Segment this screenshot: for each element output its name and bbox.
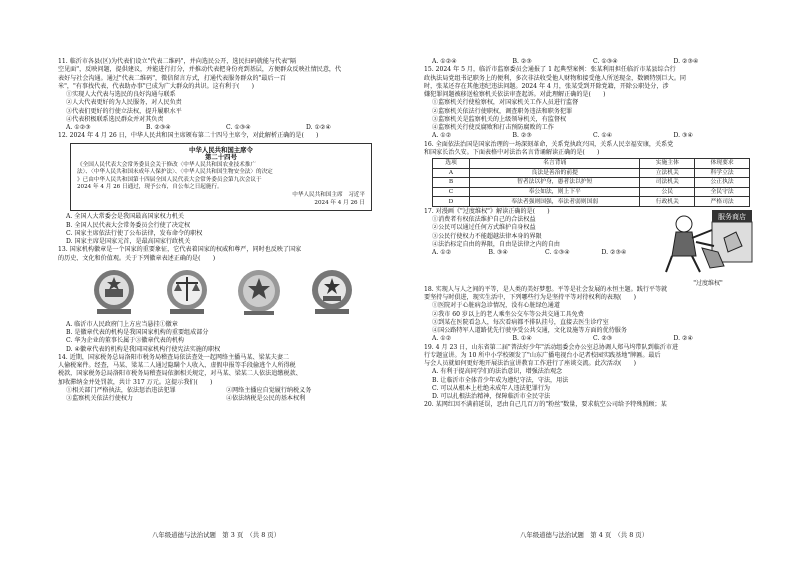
q14-item-1: ①相关部门严格执法，依法惩治违法犯罪 (66, 386, 176, 394)
q13-stem-2: 的历史、文化和价值观。关于下列徽章表述正确的是( ) (58, 254, 216, 262)
q11-option-c[interactable]: C. ①③④ (226, 124, 251, 131)
q17-option-b[interactable]: B. ③④ (488, 249, 508, 257)
decree-sign: 中华人民共和国主席 习近平 (292, 192, 365, 199)
table-row[interactable] (433, 168, 750, 178)
q13-option-c[interactable]: C. 华为企业的董事长属于③徽章代表的机构 (66, 337, 185, 345)
q13-option-a[interactable]: A. 临沂市人民政府门上方应当悬挂①徽章 (66, 320, 178, 328)
table-cell: C (433, 187, 470, 197)
q12-option-c[interactable]: C. 国家主席依法行使了公布法律，发布命令的职权 (66, 229, 203, 237)
q17-item-2: ②公民可以通过任何方式维护自身权益 (432, 224, 536, 232)
q17-option-d[interactable]: D. ②③④ (601, 249, 627, 257)
table-cell: 智者法以护身，愚者法以护短 (470, 178, 640, 188)
question-18 (424, 286, 754, 344)
national-emblem-icon (83, 265, 145, 319)
question-16 (424, 141, 754, 207)
question-12 (58, 132, 386, 246)
left-page (58, 58, 386, 403)
q19-stem-3: 与会人员就如何更好地开展法治宣讲教育工作进行了座谈交流。此次活动( ) (424, 360, 636, 368)
q13-stem-1: 13. 国家机构徽章是一个国家的重要象征，它代表着国家的权威和尊严，同时也反映了国家 (58, 246, 302, 254)
q12-option-a[interactable]: A. 全国人大常委会是我国最高国家权力机关 (66, 213, 184, 221)
q14-stem-4: 加收滞纳金并处罚款，共计 317 万元。这提示我们( ) (58, 378, 213, 386)
q15-item-1: ①监察机关行使检察权，对国家机关工作人员进行监督 (432, 99, 579, 107)
question-11 (58, 58, 386, 132)
question-17 (424, 208, 754, 286)
q11-item-3: ③代表们更好的行使立法权，提升履职水平 (66, 107, 182, 115)
table-cell: 公民 (640, 187, 695, 197)
q14-stem-3: 税款，国家税务总局洛阳市税务局稽查局依据相关规定，对马某、梁某二人依法追缴税款、 (58, 370, 302, 378)
cartoon-drawing-icon (662, 208, 754, 278)
q17-option-a[interactable]: A. ①② (432, 249, 452, 257)
table-row[interactable] (433, 197, 750, 207)
q12-stem: 12. 2024 年 4 月 26 日，中华人民共和国主席颁布第二十四号主席令，对此解析正确的是( ) (58, 132, 319, 140)
q11-item-2: ②人大代表更好的为人民服务，对人民负责 (66, 99, 182, 107)
q11-stem-2: 空见面"，反映问题，提供建议，并能进行打分，并推动代表把身份亮到基层，方便群众反映社情民意，代 (58, 66, 342, 74)
q14-option-b[interactable]: B. ②③ (512, 58, 532, 65)
table-cell: 科学立法 (695, 168, 750, 178)
table-cell: 立法机关 (640, 168, 695, 178)
table-row[interactable] (433, 187, 750, 197)
q14-options (424, 58, 754, 66)
q15-item-2: ②监察机关依法行使职权，调查职务违法和职务犯罪 (432, 107, 573, 115)
q19-option-c[interactable]: C. 可以从根本上杜绝未成年人违法犯罪行为 (432, 384, 551, 392)
q11-option-d[interactable]: D. ①②④ (306, 124, 331, 131)
table-cell: 奉法者强则国强，奉法者弱则国弱 (470, 197, 640, 207)
table-cell: D (433, 197, 470, 207)
q18-option-a[interactable]: A. ①② (432, 335, 452, 343)
q18-stem-2: 要坚持与时俱进，现实生活中，下列哪些行为是坚持平等对待权利的表现( ) (424, 294, 636, 302)
police-emblem-icon (301, 265, 363, 319)
q15-option-d[interactable]: D. ③④ (673, 132, 693, 140)
q17-item-1: ①消费者有权依法维护自己的合法权益 (432, 216, 536, 224)
q14-item-3: ③监察机关依法行使权力 (66, 395, 134, 402)
q14-items-row-1 (58, 387, 386, 395)
decree-line-2: 法〉、〈中华人民共和国未成年人保护法〉、〈中华人民共和国生物安全法〉的决定 (77, 169, 273, 176)
q18-option-d[interactable]: D. ②④ (673, 335, 693, 343)
q17-options (424, 249, 658, 257)
table-header-cell: 实施主体 (640, 159, 695, 169)
table-header-cell: 体现要求 (695, 159, 750, 169)
table-cell: A (433, 168, 470, 178)
q19-option-b[interactable]: B. 让临沂市全体青少年成为遵纪守法，守法，用法 (432, 376, 569, 384)
decree-line-3: 》已由中华人民共和国第十四届全国人民代表大会常务委员会第九次会议于 (77, 176, 262, 183)
table-cell: 行政机关 (640, 197, 695, 207)
decree-line-1: 《全国人民代表大会常务委员会关于修改〈中华人民共和国农业技术推广 (77, 161, 257, 168)
q12-option-b[interactable]: B. 全国人民代表大会常务委员会行使了决定权 (66, 221, 191, 229)
table-header-cell: 名言背诵 (470, 159, 640, 169)
decree-line-4: 2024 年 4 月 26 日通过，现予公布，自公布之日起施行。 (77, 184, 223, 191)
q17-text (424, 208, 658, 286)
q18-option-c[interactable]: C. ②③ (593, 335, 613, 343)
q15-option-b[interactable]: B. ②③ (512, 132, 532, 140)
q14-option-c[interactable]: C. ①③④ (593, 58, 618, 65)
q17-stem: 17. 对漫画《"过度维权"》解读正确的是( ) (424, 207, 550, 215)
right-page (424, 58, 754, 410)
q17-item-3: ③公民行使权力不能超越法律本身的界限 (432, 232, 542, 240)
q11-item-1: ①实现人大代表与选民的良好沟通与联系 (66, 91, 176, 98)
table-header-cell: 选项 (433, 159, 470, 169)
cartoon-caption: "过度维权" (693, 279, 723, 287)
q15-stem-4: 嫌犯罪问题被移送检察机关依法审查起诉。对此理解正确的是( ) (424, 91, 606, 98)
overprotection-cartoon (662, 208, 754, 286)
q14-items-row-2 (58, 395, 386, 403)
question-20 (424, 401, 754, 409)
footer-page-4: 八年级道德与法治试题 第 4 页 （共 8 页） (520, 531, 649, 539)
q17-option-c[interactable]: C. ①③④ (545, 249, 570, 257)
q18-item-4: ④国公路特军人道路优先行驶享受公共交通，文化设施等方面的优待服务 (432, 327, 627, 335)
question-13 (58, 246, 386, 354)
table-cell: 公正执法 (695, 178, 750, 188)
decree-box (70, 143, 372, 212)
q11-option-b[interactable]: B. ②③④ (146, 124, 171, 131)
emblem-row (78, 265, 368, 319)
q16-stem-1: 16. 全面依法治国是国家治理的一场深刻革命，关系党执政兴国，关系人民幸福安康，关系党 (424, 140, 674, 148)
q11-options (58, 124, 386, 132)
q19-option-a[interactable]: A. 有利于提高同学们的法治意识，增强法治观念 (432, 368, 563, 376)
table-cell: 良法是善治的前提 (470, 168, 640, 178)
q14-stem-1: 14. 近期，国家税务总局洛阳市税务局稽查局依法查处一起网络主播马某、梁某夫妻二 (58, 353, 290, 361)
procuratorate-emblem-icon (228, 265, 290, 319)
table-cell: B (433, 178, 470, 188)
q15-options (424, 132, 754, 140)
court-emblem-icon (156, 265, 218, 319)
q14-option-a[interactable]: A. ①②④ (432, 58, 457, 65)
q15-stem-2: 政执法局党组书记职务上的便利，多次非法收受他人财物和接受他人所送现金，数额特别巨大。同 (424, 74, 687, 82)
q18-option-b[interactable]: B. ①④ (512, 335, 532, 343)
q19-stem-1: 19. 4 月 23 日，山东省第二届"普法好少年"活动组委会办公室总协调人郑马坞带队到临沂市进 (424, 343, 679, 351)
q15-item-4: ④监察机关行使反腐败和打击预防腐败的工作 (432, 124, 554, 131)
q13-option-d[interactable]: D. ④徽章代表的机构是我国国家机构行使宪法实施的职权 (66, 345, 221, 353)
q11-stem-1: 11. 临沂市各县(区)为代表们设立"代表二维码"，并向选民公开，选民扫码就能与代表"隔 (58, 58, 297, 65)
q19-option-d[interactable]: D. 可以扎根法治精神，保障临沂市全民守法 (432, 393, 551, 401)
question-19 (424, 344, 754, 402)
q11-item-4: ④代表积极联系选民群众并对其负责 (66, 115, 164, 123)
decree-number: 第二十四号 (205, 153, 237, 162)
q14-stem-2: 人偷税案件。经查，马某、梁某二人通过隐瞒个人收入、虚假申报等手段偷逃个人所得税 (58, 362, 296, 369)
q20-stem: 20. 某网红因不满前延误，恶由自己几百万的"粉丝"数量，要求航空公司给予特殊照顾；某 (424, 401, 667, 409)
q18-stem-1: 18. 实现人与人之间的平等，是人类的美好梦想。平等是社会发展的永恒主题。践行平等就 (424, 285, 668, 293)
question-14 (58, 354, 386, 404)
q16-table (432, 158, 750, 207)
q13-option-b[interactable]: B. 是徽章代表的机构是我国国家机构的重要组成部分 (66, 329, 209, 336)
q15-item-3: ③监察机关是监察机关的上级领导机关，有监督权 (432, 115, 567, 123)
decree-title: 中华人民共和国主席令 (189, 145, 253, 154)
question-15 (424, 66, 754, 140)
q15-stem-3: 时，张某还存在其他违纪违法问题。2024 年 4 月，张某受到开除党籍，开除公职处分，涉 (424, 82, 669, 90)
footer-page-3: 八年级道德与法治试题 第 3 页 （共 8 页） (152, 531, 281, 539)
table-row[interactable] (433, 178, 750, 188)
q11-stem-3: 表好与社会沟通。通过"代表二维码"，微信留言方式，打通代表服务群众的"最后一百 (58, 74, 286, 82)
q18-item-1: ①医院对于心脏病急诊情况，没有心脏绿色通道 (432, 302, 560, 310)
decree-date: 2024 年 4 月 26 日 (314, 199, 365, 206)
q16-stem-2: 和国家长治久安。下面表格中对法治名言背诵解读正确的是( ) (424, 148, 600, 156)
q18-options (424, 335, 754, 343)
q15-option-c[interactable]: C. ①④ (593, 132, 613, 140)
table-cell: 奉公如法，则上下平 (470, 187, 640, 197)
q15-stem-1: 15. 2024 年 5 月，临沂市监察委员会通报了 1 起典型案例：张某利用担任临沂市某县综合行 (424, 66, 676, 74)
q11-option-a[interactable]: A. ①②③ (66, 124, 91, 131)
q15-option-a[interactable]: A. ①② (432, 132, 452, 140)
q12-option-d[interactable]: D. 国家主席是国家元首，是最高国家行政机关 (66, 238, 191, 245)
cartoon-sign-text: 服务商店 (718, 212, 746, 221)
q18-item-2: ②我市 60 岁以上的老人乘坐公交车等公共交通工具免费 (432, 310, 584, 318)
table-cell: 严格司法 (695, 197, 750, 207)
q11-stem-4: 米"，"有事找代表，代表助办事"已成为广大群众的共识。这有利于( ) (58, 82, 254, 90)
q14-option-d[interactable]: D. ②③④ (673, 58, 699, 65)
q19-stem-2: 行专题宣讲。为 10 所中小学校颁发了"山东广播电视台小记者校园实践基地"牌匾。最后 (424, 351, 661, 359)
q14-item-4: ④依法纳税是公民的基本权利 (226, 395, 306, 402)
table-cell: 司法机关 (640, 178, 695, 188)
q18-item-3: ③到某在医院看急人，每次看病都不排队挂号，直接去医生诊疗室 (432, 318, 609, 326)
q14-item-2: ②网络主播应自觉履行纳税义务 (226, 386, 312, 394)
table-cell: 全民守法 (695, 187, 750, 197)
q16-table-header (433, 159, 750, 169)
q17-item-4: ④法治标定自由的界限，自由是法律之内的自由 (432, 240, 560, 248)
